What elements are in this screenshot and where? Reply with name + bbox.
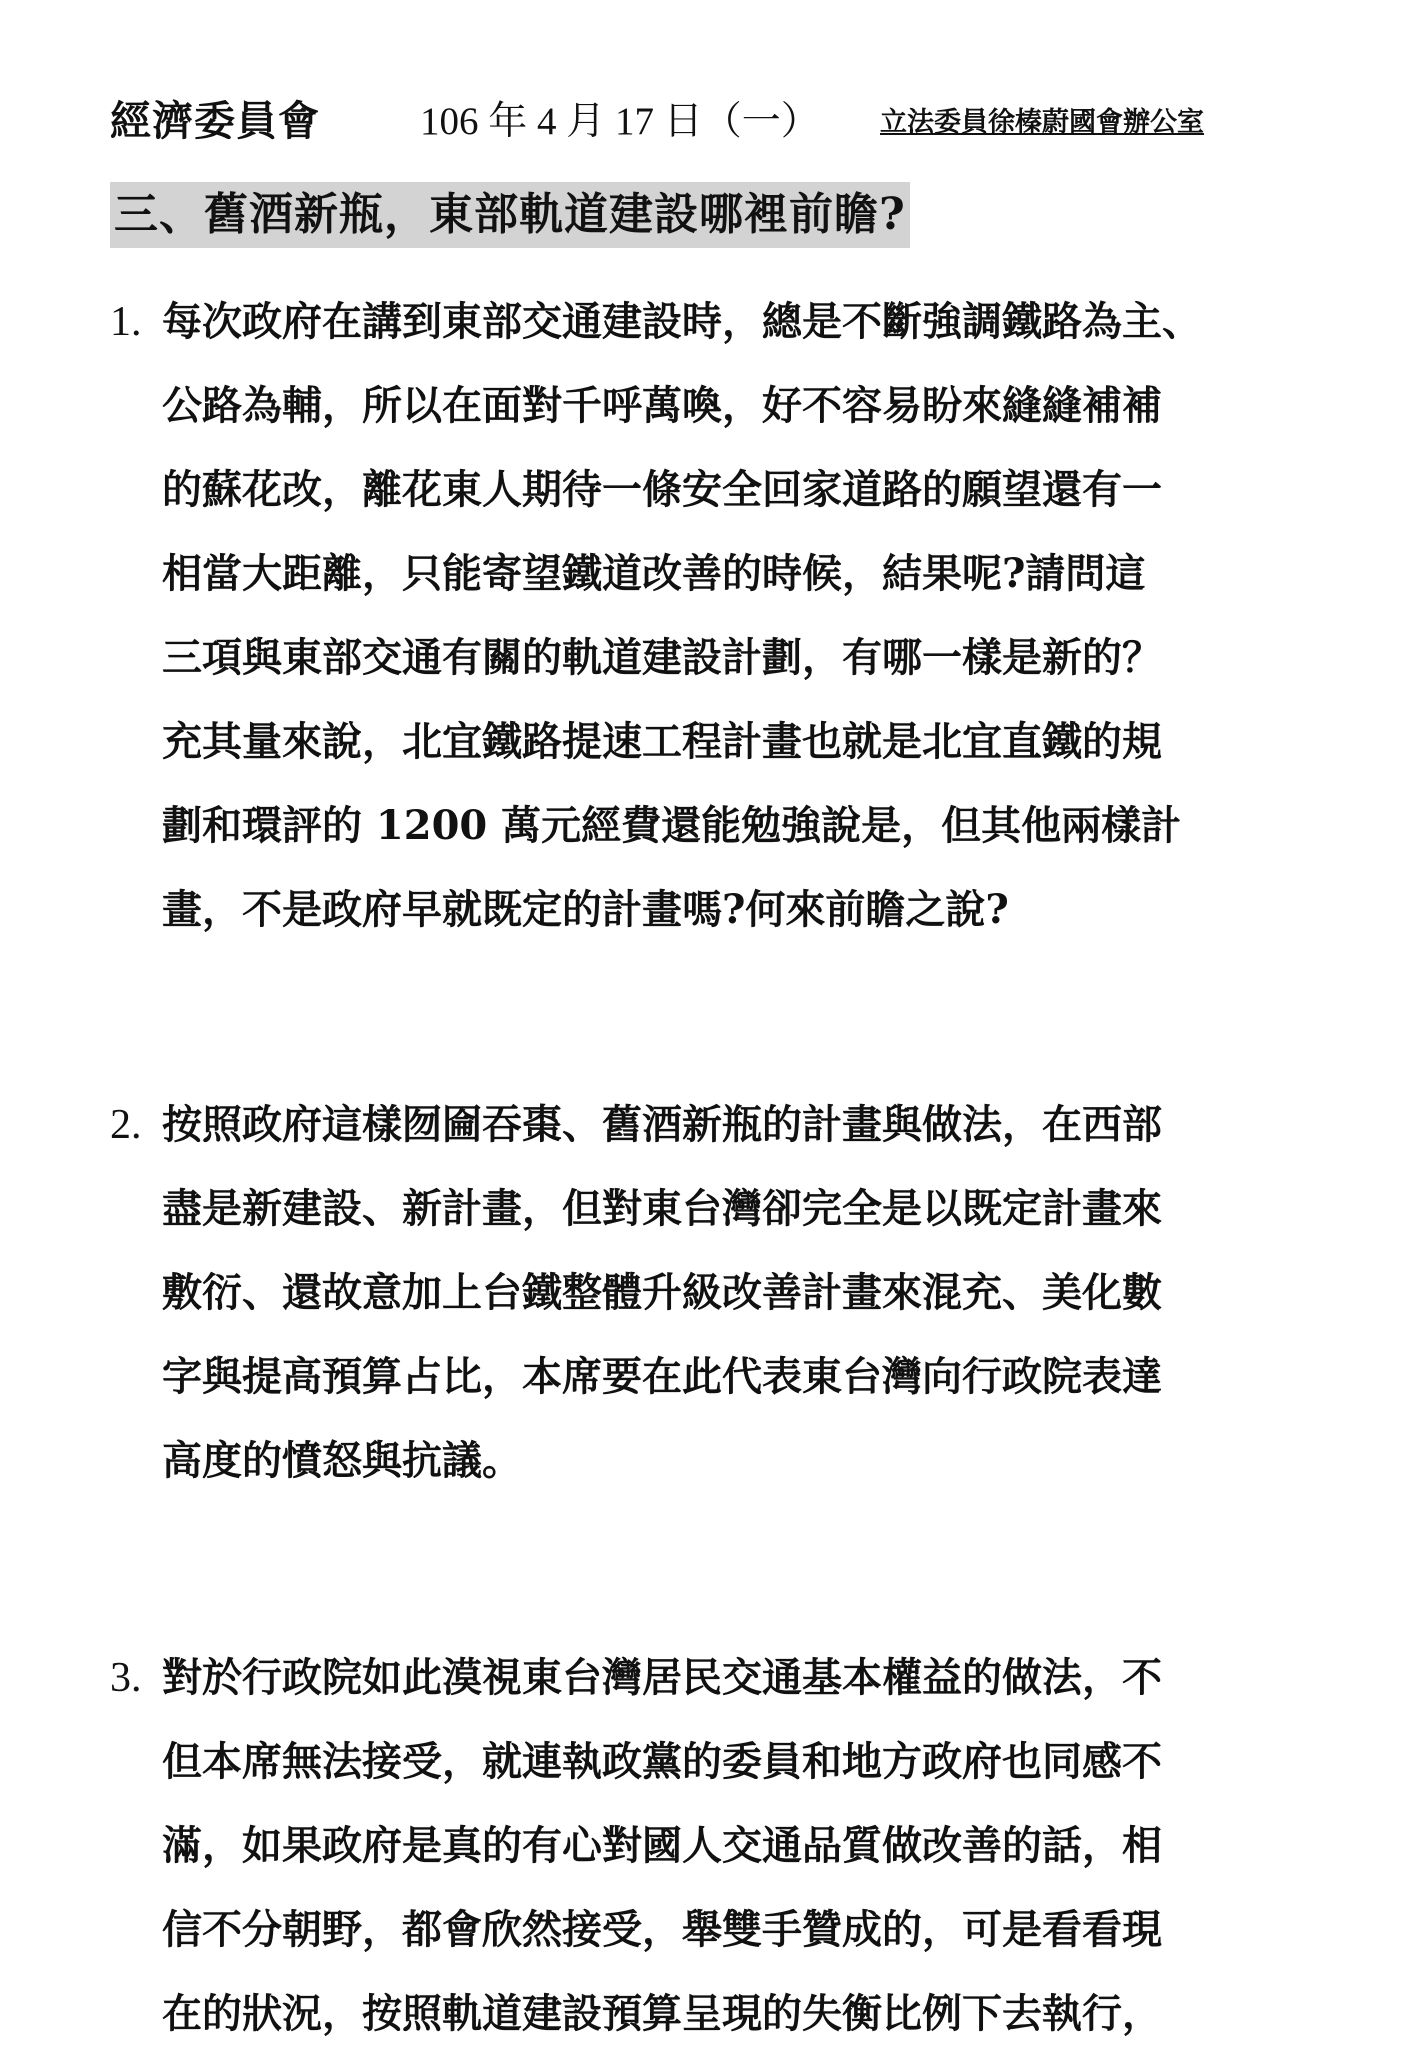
text-line: 信不分朝野，都會欣然接受，舉雙手贊成的，可是看看現 — [162, 1906, 1162, 1953]
text-line: 充其量來說，北宜鐵路提速工程計畫也就是北宜直鐵的規 — [162, 718, 1162, 765]
text-line: 的蘇花改，離花東人期待一條安全回家道路的願望還有一 — [162, 466, 1162, 513]
text-line: 對於行政院如此漠視東台灣居民交通基本權益的做法，不 — [162, 1654, 1162, 1701]
text-line: 相當大距離，只能寄望鐵道改善的時候，結果呢?請問這 — [162, 550, 1146, 597]
text-line: 敷衍、還故意加上台鐵整體升級改善計畫來混充、美化數 — [162, 1269, 1162, 1316]
section-title: 三、舊酒新瓶，東部軌道建設哪裡前瞻? — [110, 182, 910, 248]
office-name: 立法委員徐榛蔚國會辦公室 — [880, 107, 1204, 138]
item-text — [162, 280, 1362, 952]
item-number: 3. — [110, 1655, 142, 1701]
text-line: 每次政府在講到東部交通建設時，總是不斷強調鐵路為主、 — [162, 298, 1202, 345]
text-line: 字與提高預算占比，本席要在此代表東台灣向行政院表達 — [162, 1353, 1162, 1400]
item-number: 1. — [110, 299, 142, 345]
text-line: 劃和環評的 1200 萬元經費還能勉強說是，但其他兩樣計 — [162, 802, 1182, 849]
item-text — [162, 1083, 1362, 1503]
text-line: 在的狀況，按照軌道建設預算呈現的失衡比例下去執行， — [162, 1990, 1162, 2037]
text-line: 高度的憤怒與抗議。 — [162, 1437, 522, 1484]
committee-name: 經濟委員會 — [110, 97, 320, 145]
text-line: 按照政府這樣囫圇吞棗、舊酒新瓶的計畫與做法，在西部 — [162, 1101, 1162, 1148]
meeting-date: 106 年 4 月 17 日（一） — [420, 100, 820, 143]
text-line: 三項與東部交通有關的軌道建設計劃，有哪一樣是新的？ — [162, 634, 1162, 681]
text-line: 但本席無法接受，就連執政黨的委員和地方政府也同感不 — [162, 1738, 1162, 1785]
text-line: 公路為輔，所以在面對千呼萬喚，好不容易盼來縫縫補補 — [162, 382, 1162, 429]
text-line: 滿，如果政府是真的有心對國人交通品質做改善的話，相 — [162, 1822, 1162, 1869]
text-line: 畫，不是政府早就既定的計畫嗎?何來前瞻之說? — [162, 886, 1009, 933]
item-text — [162, 1636, 1362, 2056]
text-line: 盡是新建設、新計畫，但對東台灣卻完全是以既定計畫來 — [162, 1185, 1162, 1232]
item-number: 2. — [110, 1102, 142, 1148]
document-header — [110, 88, 1300, 148]
